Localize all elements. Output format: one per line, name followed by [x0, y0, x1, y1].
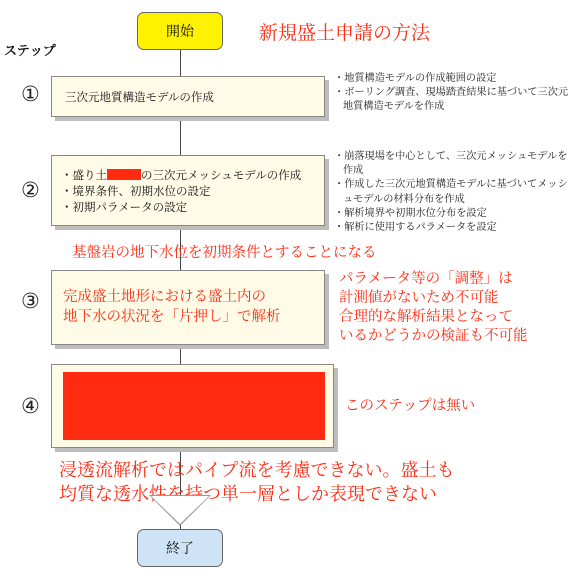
step2-note: ・解析に使用するパラメータを設定 — [334, 222, 497, 234]
step2-notes — [334, 150, 574, 235]
step3-box — [51, 270, 325, 345]
step4-box — [51, 364, 334, 448]
redaction-mark — [107, 169, 141, 180]
step1-note: ・ボーリング調査、現場踏査結果に基づいて三次元地質構造モデルを作成 — [334, 87, 569, 113]
step1-note: ・地質構造モデルの作成範囲の設定 — [334, 73, 497, 84]
step3-annotation-line: 合理的な解析結果となって — [339, 309, 513, 325]
page-title: 新規盛土申請の方法 — [259, 23, 431, 44]
step2-note: ・崩落現場を中心として、三次元メッシュモデルを作成 — [334, 151, 568, 177]
step3-annotation — [339, 270, 528, 346]
step-number-1: ① — [21, 82, 40, 106]
step3-annotation-line: いるかどうかの検証も不可能 — [339, 328, 528, 344]
end-terminal — [137, 529, 223, 567]
step1-notes — [334, 72, 574, 115]
step-number-3: ③ — [21, 289, 40, 313]
end-label: 終了 — [166, 541, 194, 557]
start-terminal — [137, 12, 223, 50]
bottom-note-line: 浸透流解析ではパイプ流を考慮できない。盛土も — [59, 460, 455, 480]
step4-redaction-block — [63, 372, 325, 440]
step2-item: ・境界条件、初期水位の設定 — [61, 184, 211, 198]
step2-item: ・初期パラメータの設定 — [61, 200, 188, 214]
step2-item: ・盛り土 の三次元メッシュモデルの作成 — [61, 168, 302, 182]
step2-box-list — [61, 167, 301, 215]
step3-line: 地下水の状況を「片押し」で解析 — [63, 309, 281, 325]
step-number-2: ② — [21, 178, 40, 202]
start-label: 開始 — [166, 24, 194, 40]
step-number-4: ④ — [21, 394, 40, 418]
bottom-note-line: 均質な透水性を持つ単一層としか表現できない — [59, 484, 437, 504]
step4-annotation: このステップは無い — [345, 398, 476, 414]
step2-box — [51, 155, 325, 226]
step1-box — [51, 76, 325, 117]
down-arrow-inner — [151, 496, 209, 524]
step3-annotation-line: 計測値がないため不可能 — [339, 290, 499, 306]
step3-line: 完成盛土地形における盛土内の — [63, 289, 266, 305]
bottom-note — [59, 458, 454, 506]
steps-label: ステップ — [4, 44, 56, 59]
between-step2-step3-note: 基盤岩の地下水位を初期条件とすることになる — [72, 245, 377, 261]
step3-annotation-line: パラメータ等の「調整」は — [339, 271, 513, 287]
step2-note: ・作成した三次元地質構造モデルに基づいてメッシュモデルの材料分布を作成 — [334, 179, 568, 205]
step2-note: ・解析境界や初期水位分布を設定 — [334, 207, 487, 219]
step1-box-text: 三次元地質構造モデルの作成 — [65, 90, 214, 104]
step3-box-text — [63, 287, 281, 327]
